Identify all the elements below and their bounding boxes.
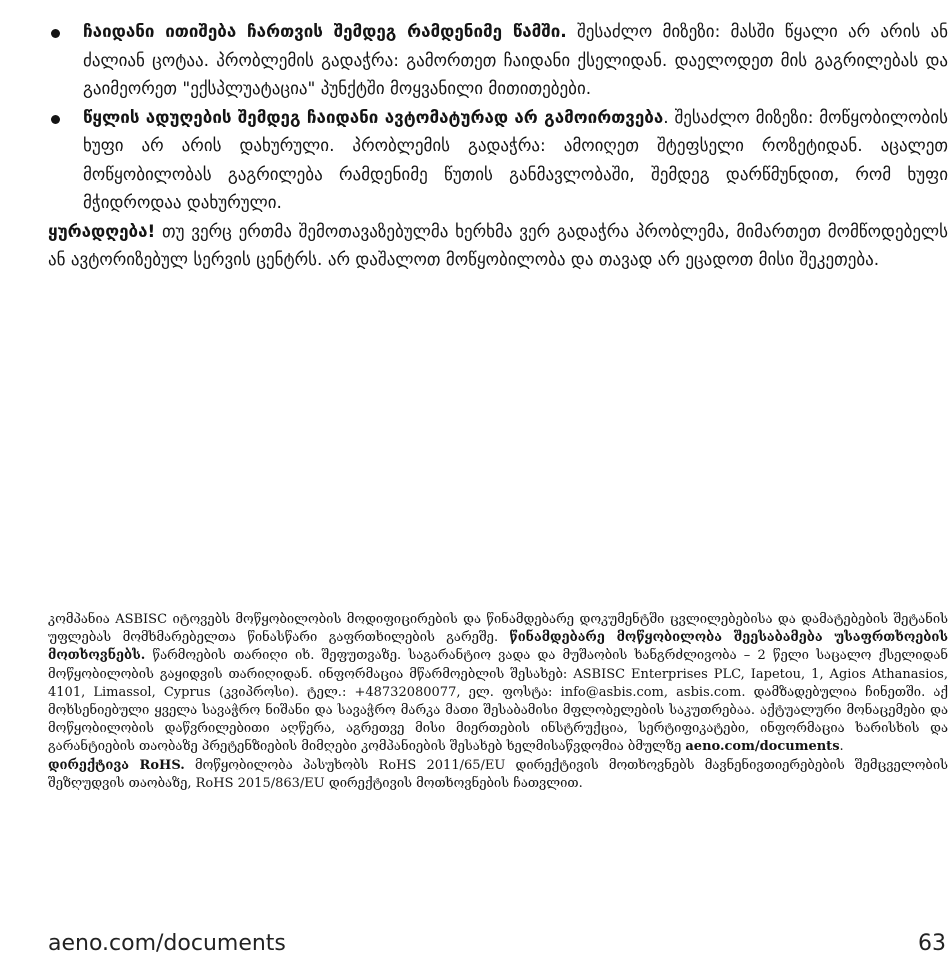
attention-text: თუ ვერც ერთმა შემოთავაზებულმა ხერხმა ვერ გადაჭრა პრობლემა, მიმართეთ მომწოდებელს ან ავტორიზებულ სერვის ცენტრს. არ დაშალოთ მოწყობილობა და თავად არ ეცადოთ მისი შეკეთება. [48,221,948,270]
issue-text: შესაძლო მიზეზი: მასში წყალი არ არის ან ძალიან ცოტაა. პრობლემის გადაჭრა: გამორთეთ ჩაიდანი ქსელიდან. დაელოდეთ მის გაგრილებას და გაიმეორეთ "ექსპლუატაცია" პუნქტში მოყვანილი მითითებები. [83,22,948,99]
attention-note [48,218,948,275]
issue-text: . შესაძლო მიზეზი: მოწყობილობის ხუფი არ არის დახურული. პრობლემის გადაჭრა: ამოიღეთ შტეფსელი როზეტიდან. აცალეთ მოწყობილობას გაგრილება რამდენიმე წუთის განმავლობაში, შემდეგ დარწმუნდით, რომ ხუფი მჭიდროდაა დახურული. [83,107,948,213]
attention-label: ყურადღება! [48,221,156,242]
bullet-icon [51,29,60,38]
legal-text-continued: წარმოების თარიღი იხ. შეფუთვაზე. საგარანტიო ვადა და მუშაობის ხანგრძლივობა – 2 წელი საცალო ქსელიდან მოწყობილობის გაყიდვის თარიღიდან. ინფორმაცია მწარმოებლის შესახებ: ASBISC Enterprises PLC, Iapetou, 1, Agios Athanasios, 4101, Limassol, Cyprus (კვიპროსი). ტელ.: +48732080077, ელ. ფოსტა: info@asbis.com, asbis.com. დამზადებულია ჩინეთში. აქ მოხსენიებული ყველა სავაჭრო ნიშანი და სავაჭრო მარკა მათი შესაბამისი მფლობელების საკუთრებაა. აქტუალური მონაცემები და მოწყობილობის დაწვრილებითი აღწერა, აგრეთვე მისი მიერთების ინსტრუქცია, სერტიფიკატები, ინფორმაცია ხარისხის და გარანტიების თაობაზე პრეტენზიების მიმღები კომპანიების შესახებ ხელმისაწვდომია ბმულზე [48,648,948,755]
page-number: 63 [918,931,946,956]
rohs-label: დირექტივა RoHS. [48,757,185,773]
troubleshooting-list [48,18,948,218]
rohs-paragraph [48,757,948,793]
documents-link[interactable]: aeno.com/documents [685,739,840,755]
legal-notice [48,611,948,793]
bullet-icon [51,115,60,124]
list-item [48,18,948,104]
legal-text: კომპანია ASBISC იტოვებს მოწყობილობის მოდიფიცირების და წინამდებარე დოკუმენტში ცვლილებებისა და დამატებების შეტანის უფლებას მომხმარებელთა წინასწარი გაფრთხილების გარეშე. [48,612,948,646]
list-item [48,104,948,218]
issue-title: წყლის ადუღების შემდეგ ჩაიდანი ავტომატურად არ გამოირთვება [83,107,664,128]
troubleshooting-section [48,18,948,275]
legal-paragraph [48,611,948,757]
issue-title: ჩაიდანი ითიშება ჩართვის შემდეგ რამდენიმე წამში. [83,22,567,42]
safety-statement: წინამდებარე მოწყობილობა შეესაბამება უსაფრთხოების მოთხოვნებს. [48,630,949,664]
footer-website: aeno.com/documents [48,931,286,956]
rohs-text: მოწყობილობა პასუხობს RoHS 2011/65/EU დირექტივის მოთხოვნებს მავნენივთიერებების შემცველობის შეზღუდვის თაობაზე, RoHS 2015/863/EU დირექტივის მოთხოვნების ჩათვლით. [48,757,949,791]
legal-text-end: . [839,739,844,755]
